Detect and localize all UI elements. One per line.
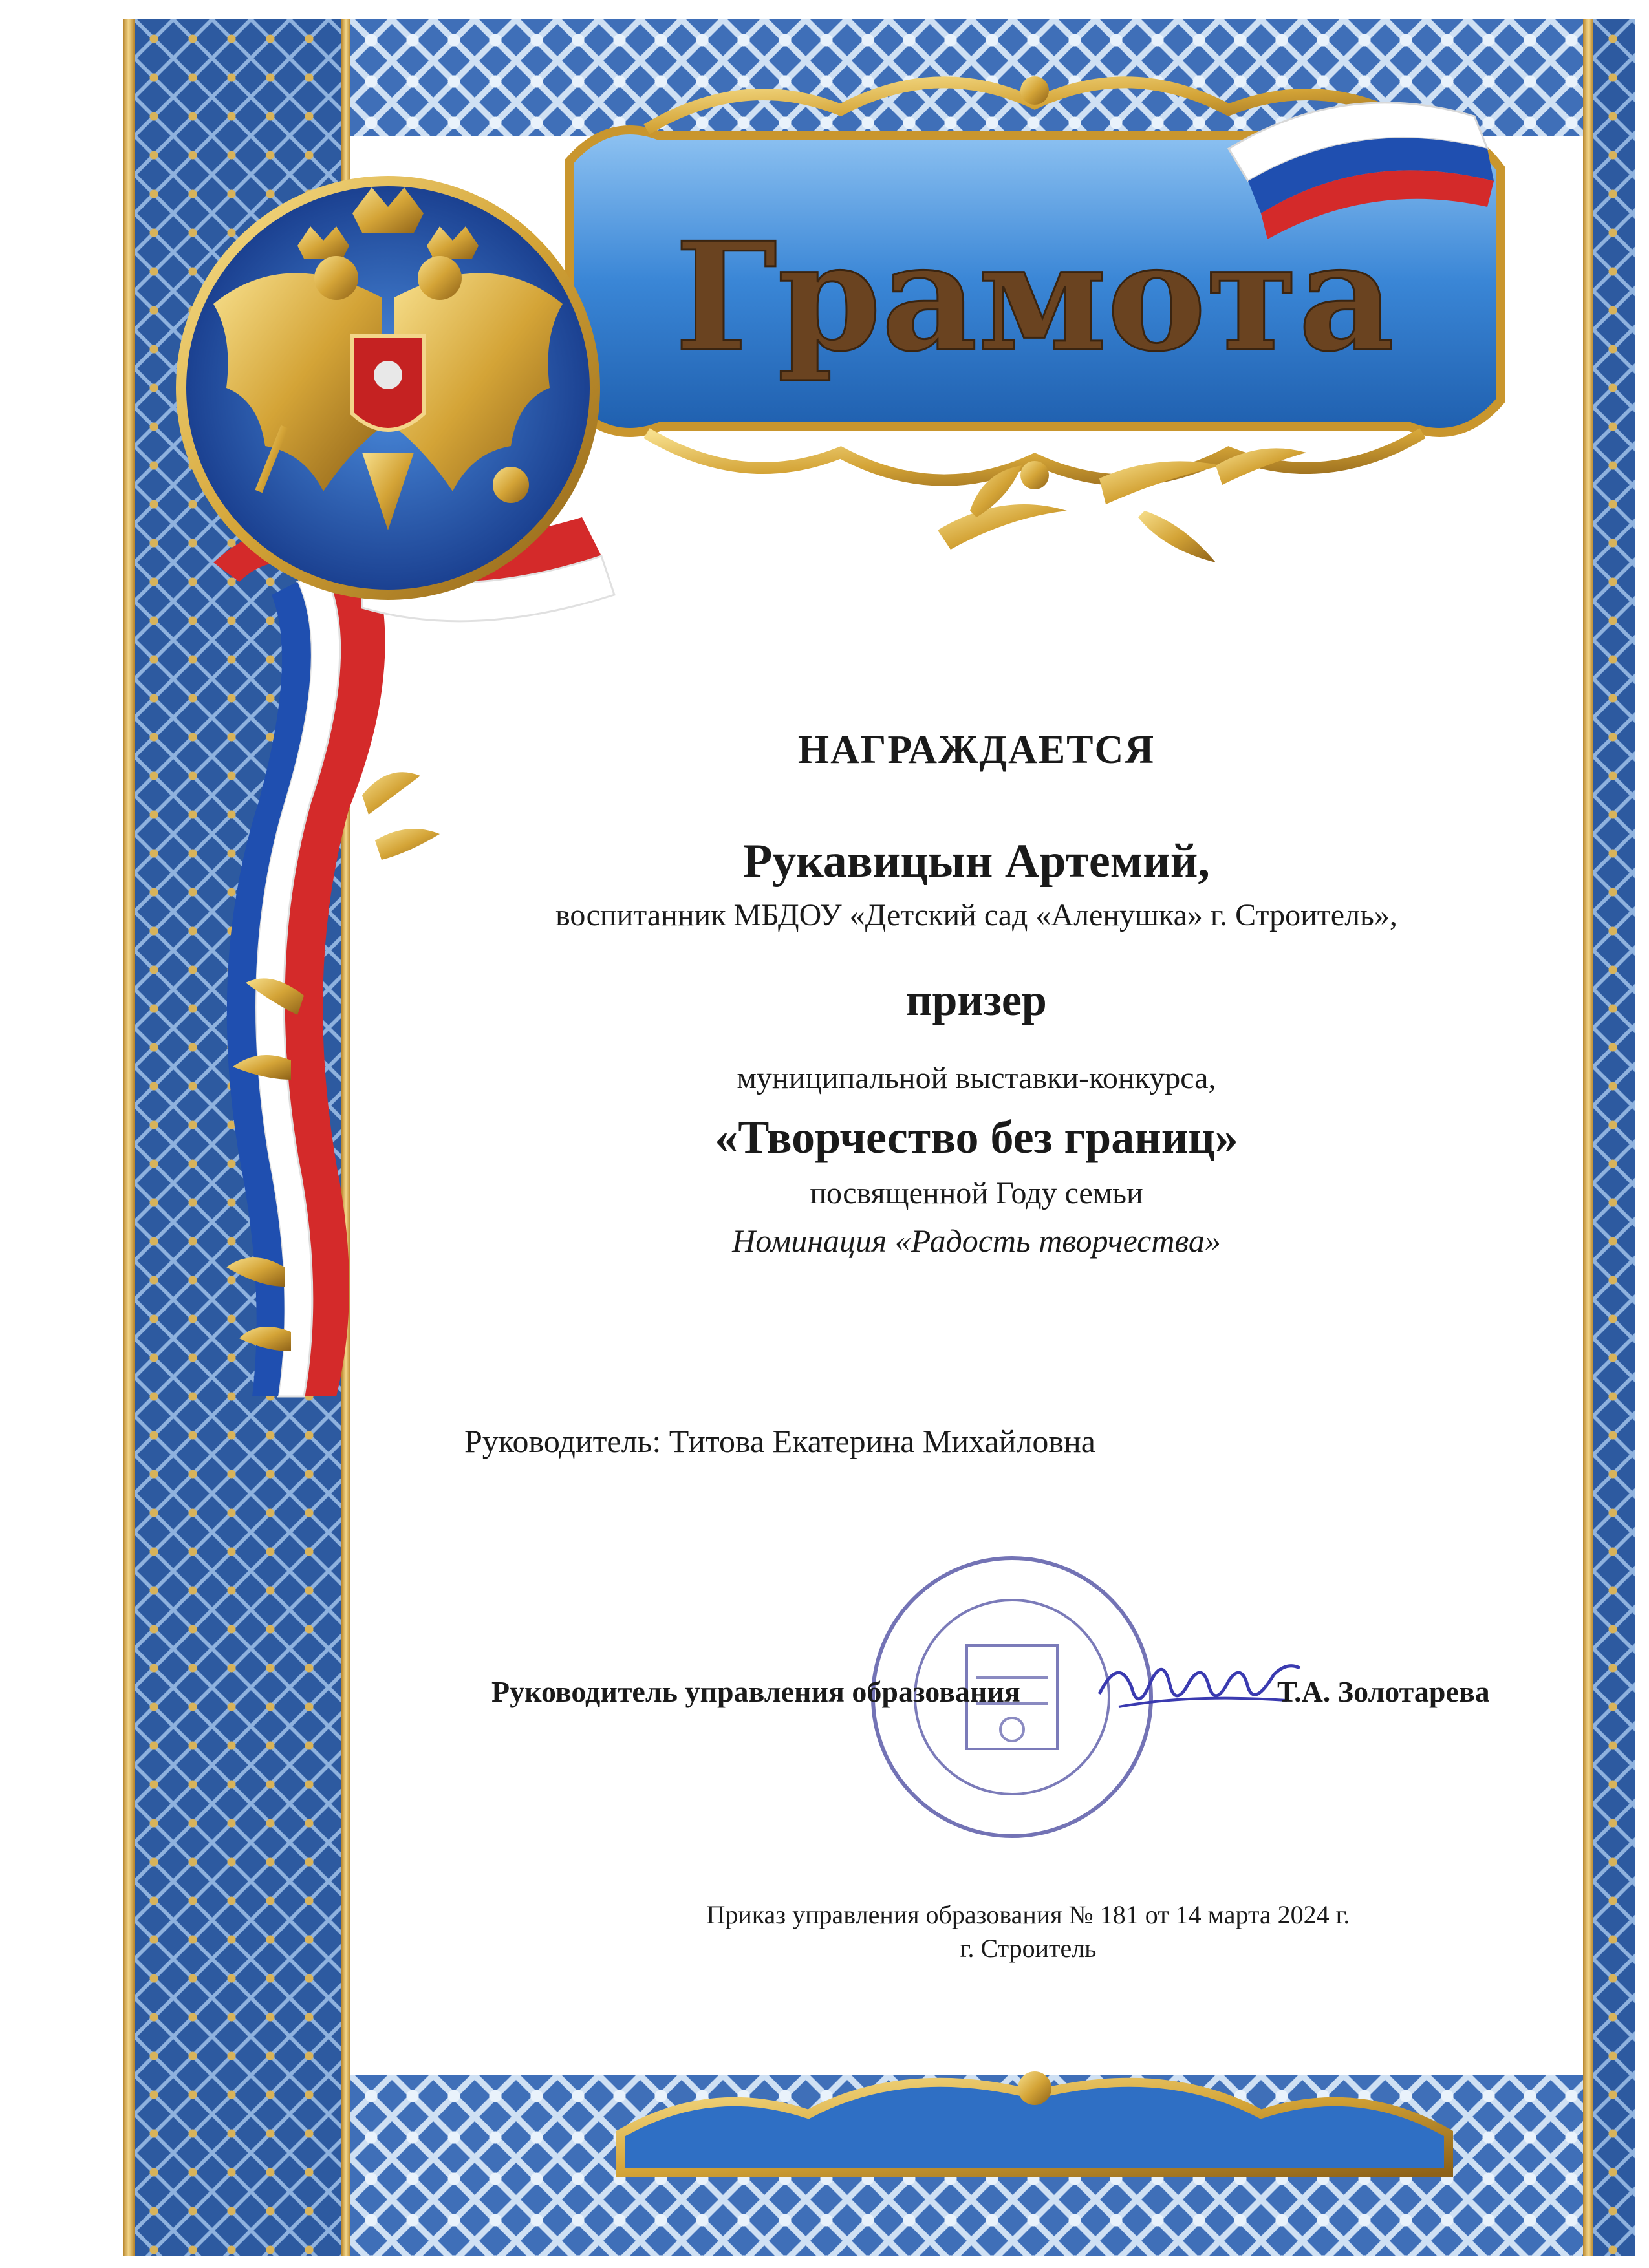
head-name: Т.А. Золотарева xyxy=(1277,1675,1490,1708)
certificate-title: Грамота xyxy=(674,210,1395,385)
event-line-3: посвященной Году семьи xyxy=(810,1176,1143,1210)
recipient-name: Рукавицын Артемий, xyxy=(743,835,1210,888)
bottom-ornament xyxy=(621,2071,1449,2172)
head-label: Руководитель управления образования xyxy=(491,1675,1020,1708)
order-line-1: Приказ управления образования № 181 от 14 марта 2024 г. xyxy=(706,1900,1350,1929)
award-place: призер xyxy=(906,976,1047,1025)
signature-icon xyxy=(1093,1642,1306,1733)
event-name: «Творчество без границ» xyxy=(715,1111,1238,1163)
recipient-info: воспитанник МБДОУ «Детский сад «Аленушка» г. Строитель», xyxy=(555,898,1397,932)
supervisor-line: Руководитель: Титова Екатерина Михайловна xyxy=(464,1423,1095,1459)
coat-of-arms-icon xyxy=(181,181,595,595)
nomination: Номинация «Радость творчества» xyxy=(732,1223,1221,1259)
award-heading: НАГРАЖДАЕТСЯ xyxy=(797,728,1156,772)
order-line-2: г. Строитель xyxy=(960,1934,1097,1963)
event-line-1: муниципальной выставки-конкурса, xyxy=(737,1061,1216,1095)
